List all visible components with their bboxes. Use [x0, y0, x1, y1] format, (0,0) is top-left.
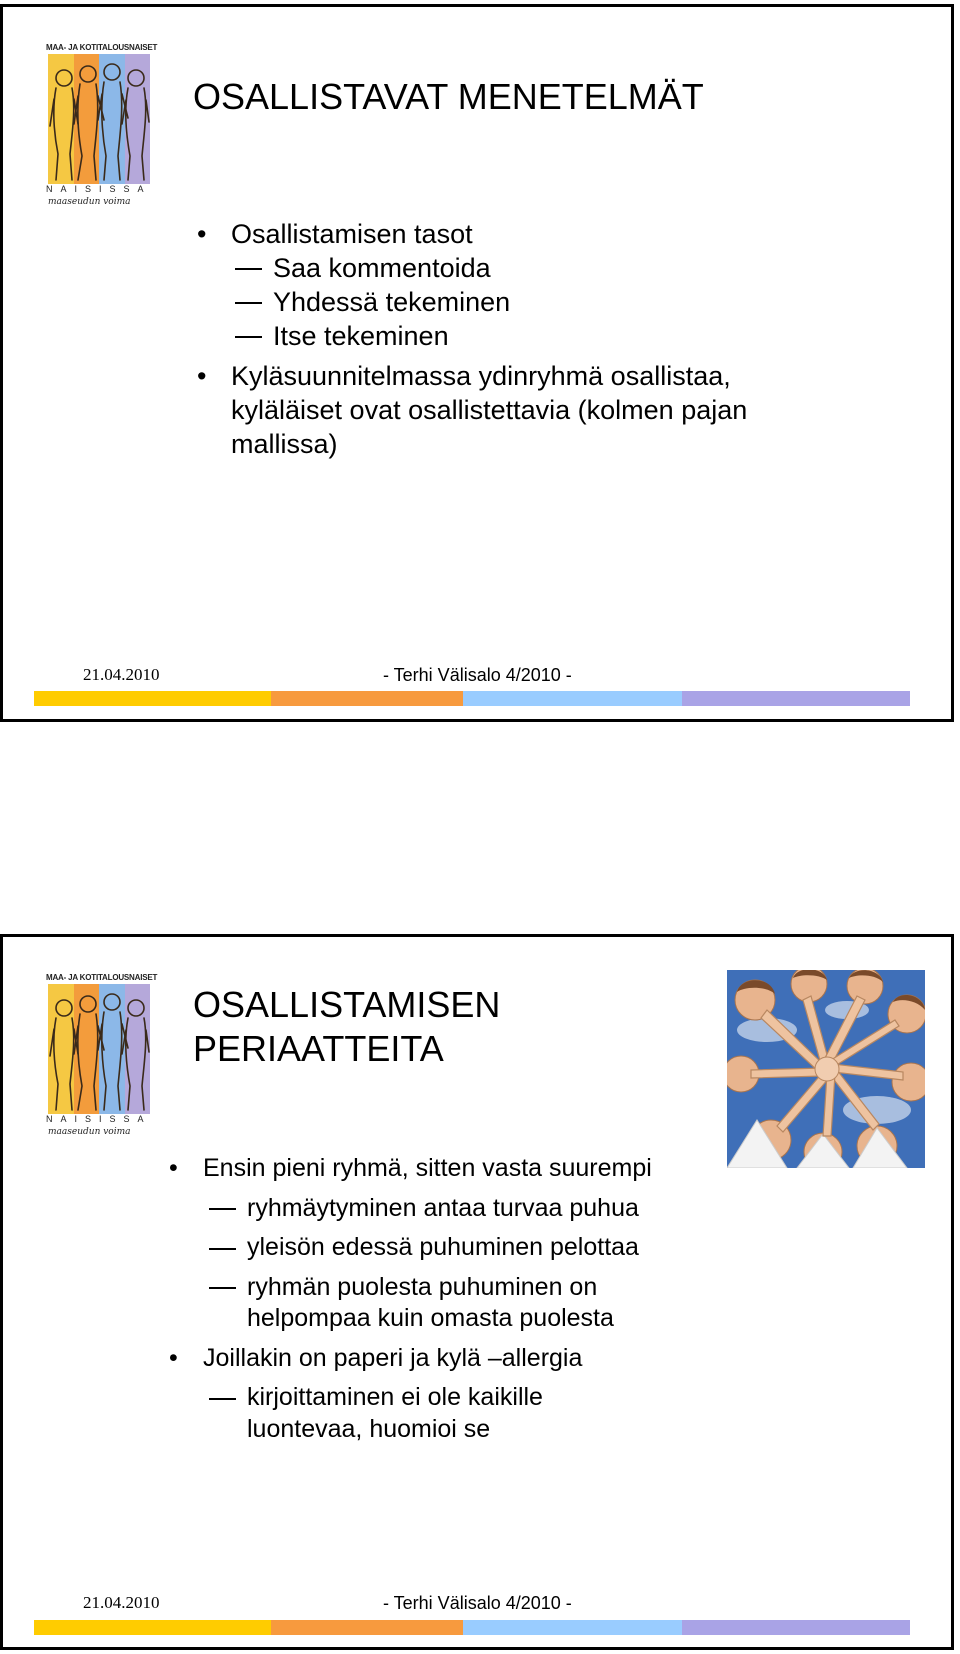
slide-title	[193, 75, 704, 119]
logo-bottom-text: NAISISSA	[46, 1114, 152, 1124]
title-line: OSALLISTAMISEN	[193, 984, 501, 1025]
logo-maa-ja-kotitalousnaiset	[46, 973, 158, 1139]
color-bar-segment	[34, 1620, 271, 1635]
bullet-text: Kyläsuunnitelmassa ydinryhmä osallistaa,	[231, 361, 731, 392]
sub-bullet-text: kirjoittaminen ei ole kaikille	[247, 1383, 543, 1411]
slide-title	[193, 983, 500, 1071]
title-line: OSALLISTAVAT MENETELMÄT	[193, 76, 704, 117]
sub-bullet-text: Itse tekeminen	[273, 321, 449, 352]
bullet-marker: •	[169, 1154, 178, 1182]
dash-marker	[209, 1208, 236, 1210]
bullet-text: Joillakin on paperi ja kylä –allergia	[203, 1343, 583, 1372]
color-bar-segment	[463, 691, 682, 706]
color-bar-segment	[34, 691, 271, 706]
color-bar-segment	[463, 1620, 682, 1635]
logo-top-text: MAA- JA KOTITALOUSNAISET	[46, 973, 158, 982]
footer-date: 21.04.2010	[83, 1593, 160, 1612]
sub-bullet-text: yleisön edessä puhuminen pelottaa	[247, 1233, 639, 1261]
sub-bullet-text: ryhmäytyminen antaa turvaa puhua	[247, 1193, 639, 1222]
title-line: PERIAATTEITA	[193, 1027, 444, 1069]
logo-script-text: maaseudun voima	[48, 197, 131, 207]
sub-bullet-item	[193, 251, 873, 285]
footer-author: - Terhi Välisalo 4/2010 -	[383, 665, 572, 685]
sub-bullet-text: Yhdessä tekeminen	[273, 287, 511, 318]
bullet-item	[165, 1153, 725, 1185]
sub-bullet-item	[165, 1232, 725, 1264]
group-hands-photo	[727, 970, 925, 1168]
bullet-item	[165, 1343, 725, 1375]
color-bar-segment	[682, 691, 910, 706]
women-figures-icon	[48, 54, 150, 184]
sub-bullet-text: Saa kommentoida	[273, 253, 491, 284]
bullet-text: Osallistamisen tasot	[231, 219, 473, 249]
sub-bullet-item	[165, 1193, 725, 1225]
color-bar-segment	[682, 1620, 910, 1635]
bullet-item	[193, 359, 873, 461]
sub-bullet-item	[193, 319, 873, 353]
bullet-marker: •	[197, 219, 207, 249]
logo-script-text: maaseudun voima	[48, 1127, 131, 1137]
dash-marker	[235, 336, 262, 338]
dash-marker	[209, 1287, 236, 1289]
bullet-marker: •	[169, 1343, 178, 1372]
dash-marker	[209, 1398, 236, 1400]
sub-bullet-text: helpompaa kuin omasta puolesta	[247, 1304, 614, 1332]
footer-color-bar	[34, 691, 910, 706]
color-bar-segment	[271, 1620, 464, 1635]
dash-marker	[235, 268, 262, 270]
sub-bullet-item	[165, 1272, 725, 1335]
footer-color-bar	[34, 1620, 910, 1635]
slide-2	[0, 934, 954, 1650]
women-figures-icon	[48, 984, 150, 1114]
bullet-item	[193, 217, 873, 251]
dash-marker	[209, 1248, 236, 1250]
group-hands-image	[727, 970, 925, 1168]
slide-1	[0, 4, 954, 722]
bullet-list	[165, 1153, 725, 1445]
bullet-list	[193, 217, 873, 461]
color-bar-segment	[271, 691, 464, 706]
sub-bullet-text: ryhmän puolesta puhuminen on	[247, 1272, 598, 1301]
sub-bullet-item	[165, 1382, 725, 1445]
bullet-marker: •	[197, 361, 207, 392]
bullet-text: mallissa)	[231, 429, 338, 460]
dash-marker	[235, 302, 262, 304]
logo-bottom-text: NAISISSA	[46, 184, 152, 194]
sub-bullet-text: luontevaa, huomioi se	[247, 1414, 491, 1443]
footer-date: 21.04.2010	[83, 665, 160, 684]
sub-bullet-item	[193, 285, 873, 319]
bullet-text: Ensin pieni ryhmä, sitten vasta suurempi	[203, 1154, 652, 1182]
bullet-text: kyläläiset ovat osallistettavia (kolmen pajan	[231, 395, 748, 426]
logo-top-text: MAA- JA KOTITALOUSNAISET	[46, 43, 158, 52]
logo-maa-ja-kotitalousnaiset	[46, 43, 158, 209]
footer-author: - Terhi Välisalo 4/2010 -	[383, 1593, 572, 1613]
